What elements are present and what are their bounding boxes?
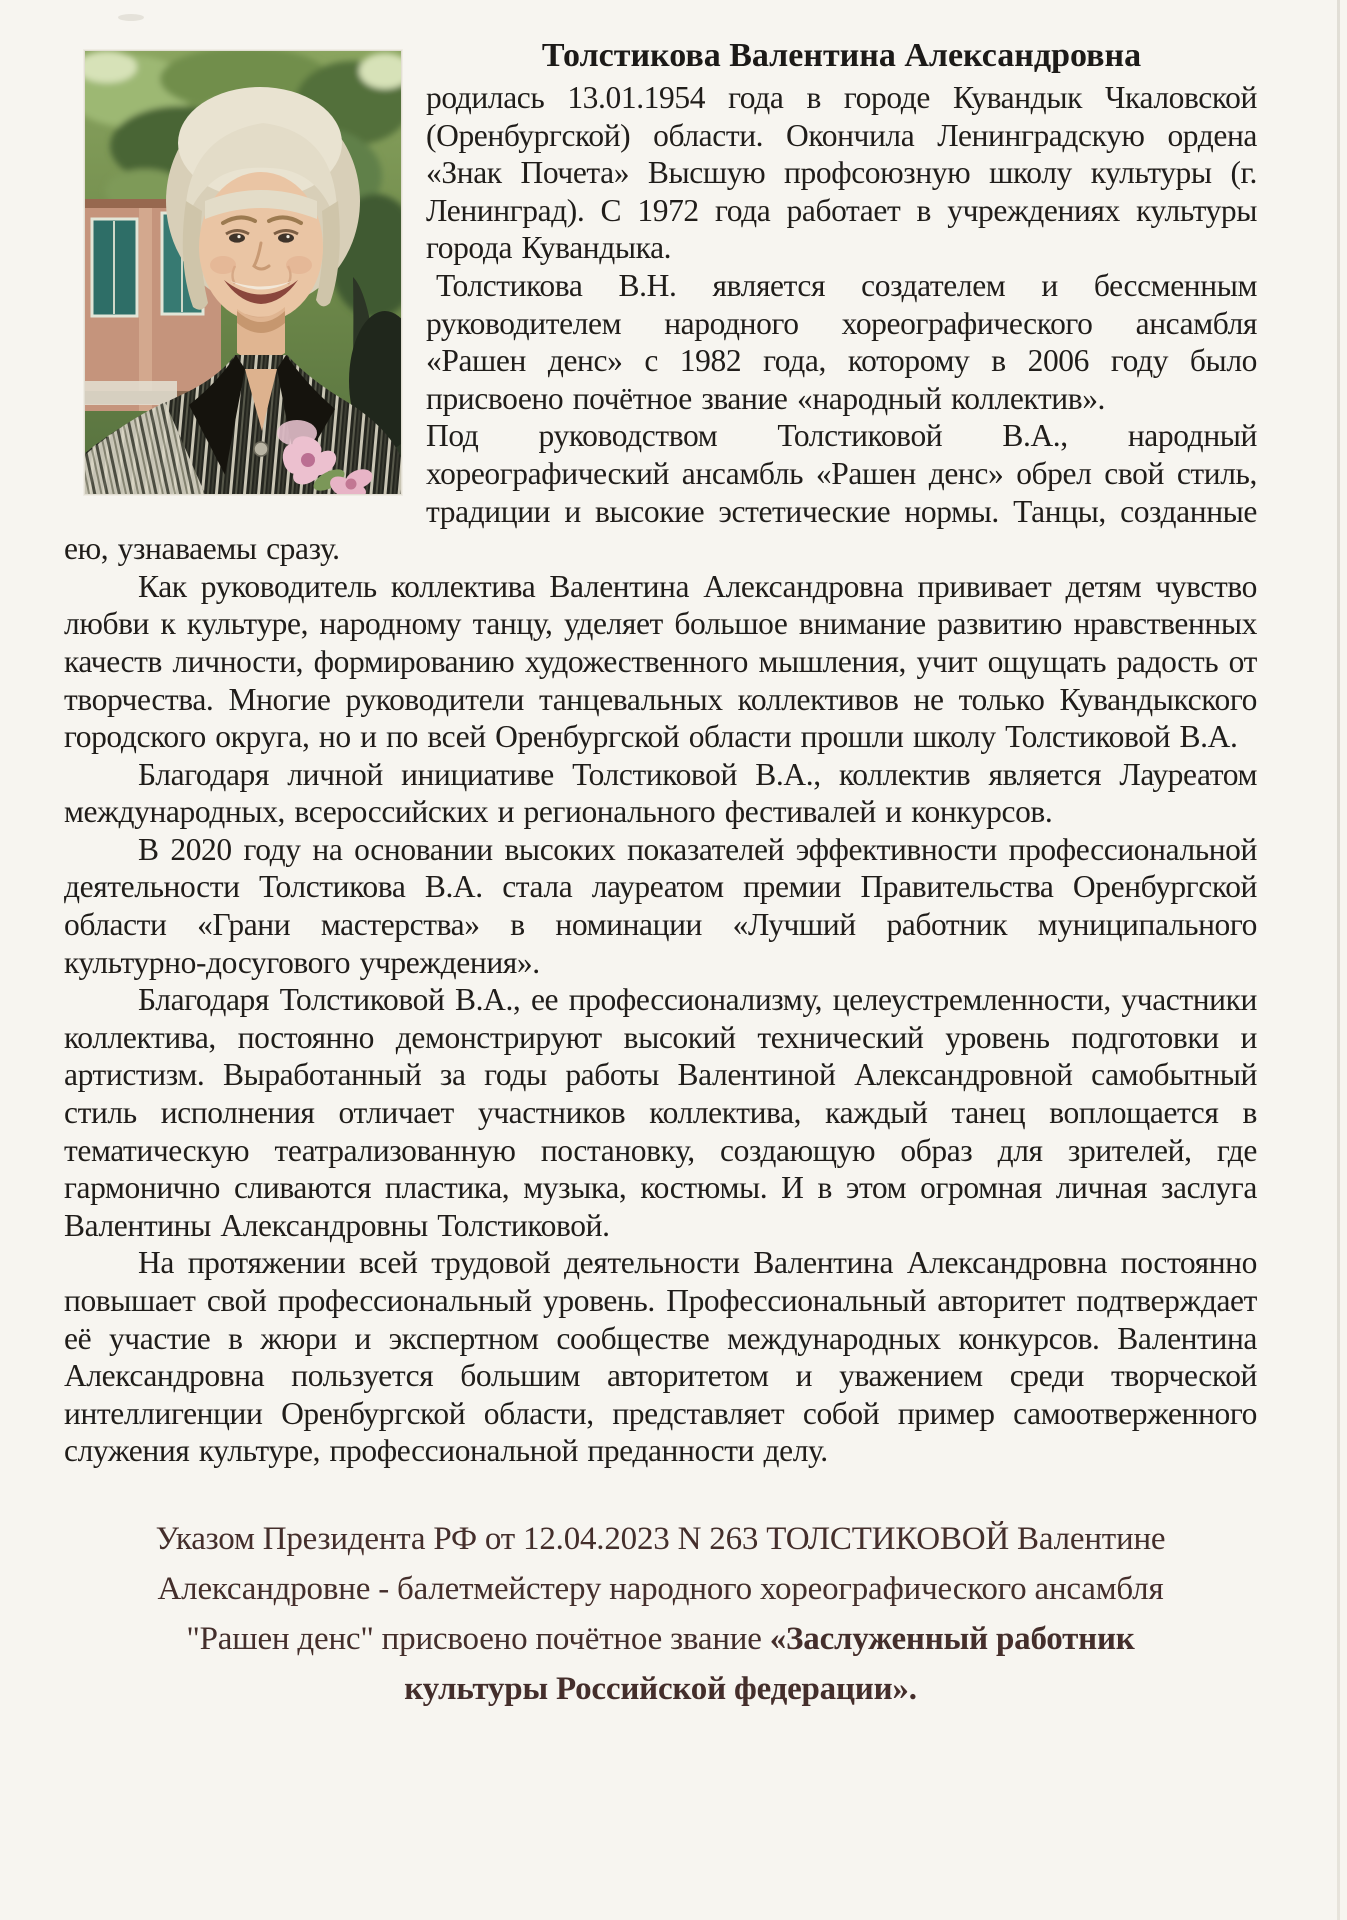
portrait-photo — [84, 50, 402, 495]
scan-smudge-artifact — [118, 14, 144, 21]
footer-decree-text: Указом Президента РФ от 12.04.2023 N 263 ТОЛСТИКОВОЙ Валентине Александровне - балетмейстеру народного хореографического ансамбля "Рашен денс" присвоено почётное звание — [155, 1520, 1166, 1657]
paragraph-laureate: Благодаря личной инициативе Толстиковой В.А., коллектив является Лауреатом международных, всероссийских и регионального фестивалей и конкурсов. — [64, 756, 1257, 830]
paragraph-ensemble-style: Под руководством Толстиковой В.А., народный хореографический ансамбль «Рашен денс» обрел свой стиль, традиции и высокие эстетические нормы. Танцы, созданные ею, узнаваемы сразу. — [64, 418, 1257, 567]
footer-honorary-title-bold: «Заслуженный работник культуры Российской федерации». — [404, 1620, 1135, 1707]
paragraph-professionalism: Благодаря Толстиковой В.А., ее профессионализму, целеустремленности, участники коллектива, постоянно демонстрируют высокий технический уровень подготовки и артистизм. Выработанный за годы работы Валентиной Александровной самобытный стиль исполнения отличает участников коллектива, каждый танец воплощается в тематическую театрализованную постановку, создающую образ для зрителей, где гармонично сливаются пластика, музыка, костюмы. И в этом огромная личная заслуга Валентины Александровны Толстиковой. — [64, 982, 1257, 1243]
portrait-photo-frame — [84, 50, 400, 493]
paragraph-leadership: Как руководитель коллектива Валентина Александровна прививает детям чувство любви к культуре, народному танцу, уделяет большое внимание развитию нравственных качеств личности, формированию художественного мышления, учит ощущать радость от творчества. Многие руководители танцевальных коллективов не только Кувандыкского городского округа, но и по всей Оренбургской области прошли школу Толстиковой В.А. — [64, 568, 1257, 755]
scan-edge-artifact — [1337, 0, 1340, 1920]
paragraph-birth: родилась 13.01.1954 года в городе Кувандык Чкаловской (Оренбургской) области. Окончила Ленинградскую ордена «Знак Почета» Высшую профсоюзную школу культуры (г. Ленинград). С 1972 года работает в учреждениях культуры города Кувандыка. — [426, 80, 1257, 266]
paragraph-career: На протяжении всей трудовой деятельности Валентина Александровна постоянно повышает свой профессиональный уровень. Профессиональный авторитет подтверждает её участие в жюри и экспертном сообществе международных конкурсов. Валентина Александровна пользуется большим авторитетом и уважением среди творческой интеллигенции Оренбургской области, представляет собой пример самоотверженного служения культуре, профессиональной преданности делу. — [64, 1245, 1257, 1469]
paragraph-award-2020: В 2020 году на основании высоких показателей эффективности профессиональной деятельности Толстикова В.А. стала лауреатом премии Правительства Оренбургской области «Грани мастерства» в номинации «Лучший работник муниципального культурно-досугового учреждения». — [64, 831, 1257, 980]
document-title: Толстикова Валентина Александровна — [541, 37, 1142, 74]
paragraph-ensemble-founder: Толстикова В.Н. является создателем и бессменным руководителем народного хореографического ансамбля «Рашен денс» с 1982 года, которому в 2006 году было присвоено почётное звание «народный коллектив». — [426, 267, 1257, 416]
footer-decree-paragraph — [131, 1514, 1191, 1714]
